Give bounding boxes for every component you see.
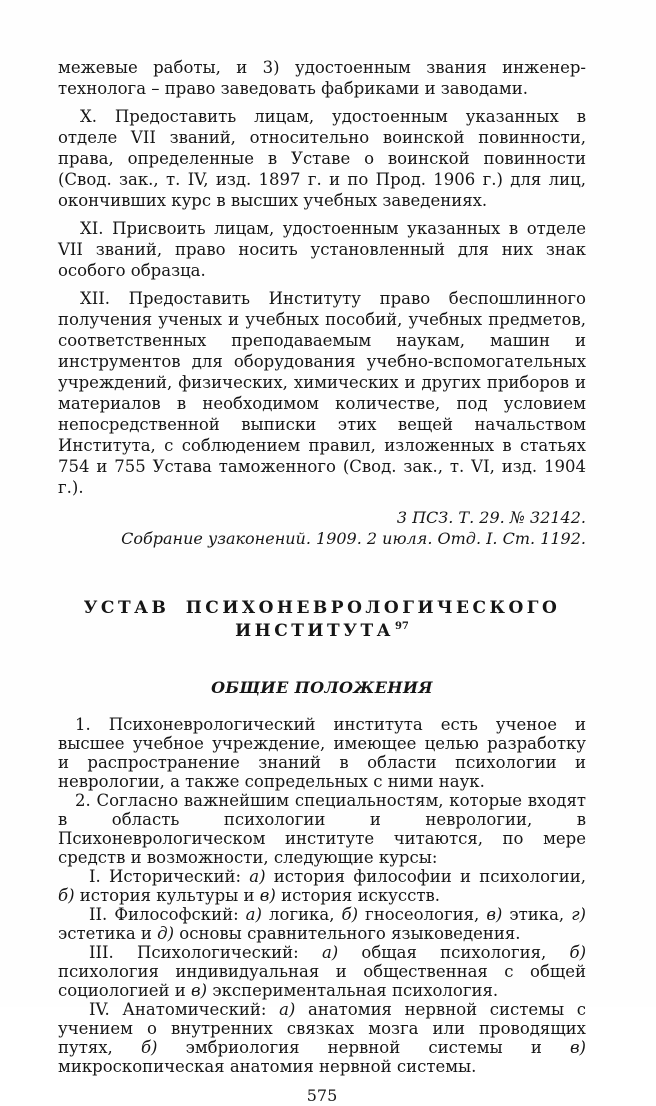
para-course-historical: I. Исторический: а) история философии и психологии, б) история культуры и в) история искусств. (58, 867, 586, 905)
para-xii: XII. Предоставить Институту право беспошлинного получения ученых и учебных пособий, учебных предметов, соответственных преподаваемым наукам, машин и инструментов для оборудования учебно-вспомогательных учреждений, физических, химических и других приборов и материалов в необходимом количестве, под условием непосредственной выписки этих вещей начальством Института, с соблюдением правил, изложенных в статьях 754 и 755 Устава таможенного (Свод. зак., т. VI, изд. 1904 г.). (58, 289, 586, 497)
para-2: 2. Согласно важнейшим специальностям, которые входят в область психологии и неврологии, в Психоневрологическом институте читаются, по мере средств и возможности, следующие курсы: (58, 791, 586, 867)
citation-line-source: 3 ПСЗ. Т. 29. № 32142. (396, 508, 586, 527)
para-course-psychological: III. Психологический: а) общая психология, б) психология индивидуальная и общественная с общей социологией и в) экспериментальная психология. (58, 943, 587, 1000)
footnote-reference: 97 (394, 621, 409, 633)
para-course-philosophical: II. Философский: а) логика, б) гносеология, в) этика, г) эстетика и д) основы сравнительного языковедения. (58, 905, 586, 943)
citation-line-collection: Собрание узаконений. 1909. 2 июля. Отд. I. Ст. 1192. (121, 529, 586, 548)
title-line-2 (58, 620, 586, 643)
page-number: 575 (306, 1086, 338, 1105)
document-title (58, 597, 586, 643)
para-continuation: межевые работы, и 3) удостоенным звания инженер-технолога – право заведовать фабриками и заводами. (58, 58, 586, 98)
title-line-1: УСТАВ ПСИХОНЕВРОЛОГИЧЕСКОГО (83, 598, 561, 618)
para-xi: XI. Присвоить лицам, удостоенным указанных в отделе VII званий, право носить установленный для них знак особого образца. (58, 219, 586, 280)
general-provisions-section (58, 715, 586, 1076)
decree-paragraphs-section (58, 57, 586, 498)
citation-block (58, 507, 586, 549)
section-heading: ОБЩИЕ ПОЛОЖЕНИЯ (211, 678, 433, 697)
para-course-anatomical: IV. Анатомический: а) анатомия нервной системы с учением о внутренних связках мозга или проводящих путях, б) эмбриология нервной системы и в) микроскопическая анатомия нервной системы. (58, 1000, 586, 1076)
para-x: X. Предоставить лицам, удостоенным указанных в отделе VII званий, относительно воинской повинности, права, определенные в Уставе о воинской повинности (Свод. зак., т. IV, изд. 1897 г. и по Прод. 1906 г.) для лиц, окончивших курс в высших учебных заведениях. (58, 107, 586, 210)
para-1: 1. Психоневрологический института есть ученое и высшее учебное учреждение, имеющее целью разработку и распространение знаний в области психологии и неврологии, а также сопредельных с ними наук. (58, 715, 586, 791)
title-line-2-text: ИНСТИТУТА (235, 621, 394, 641)
